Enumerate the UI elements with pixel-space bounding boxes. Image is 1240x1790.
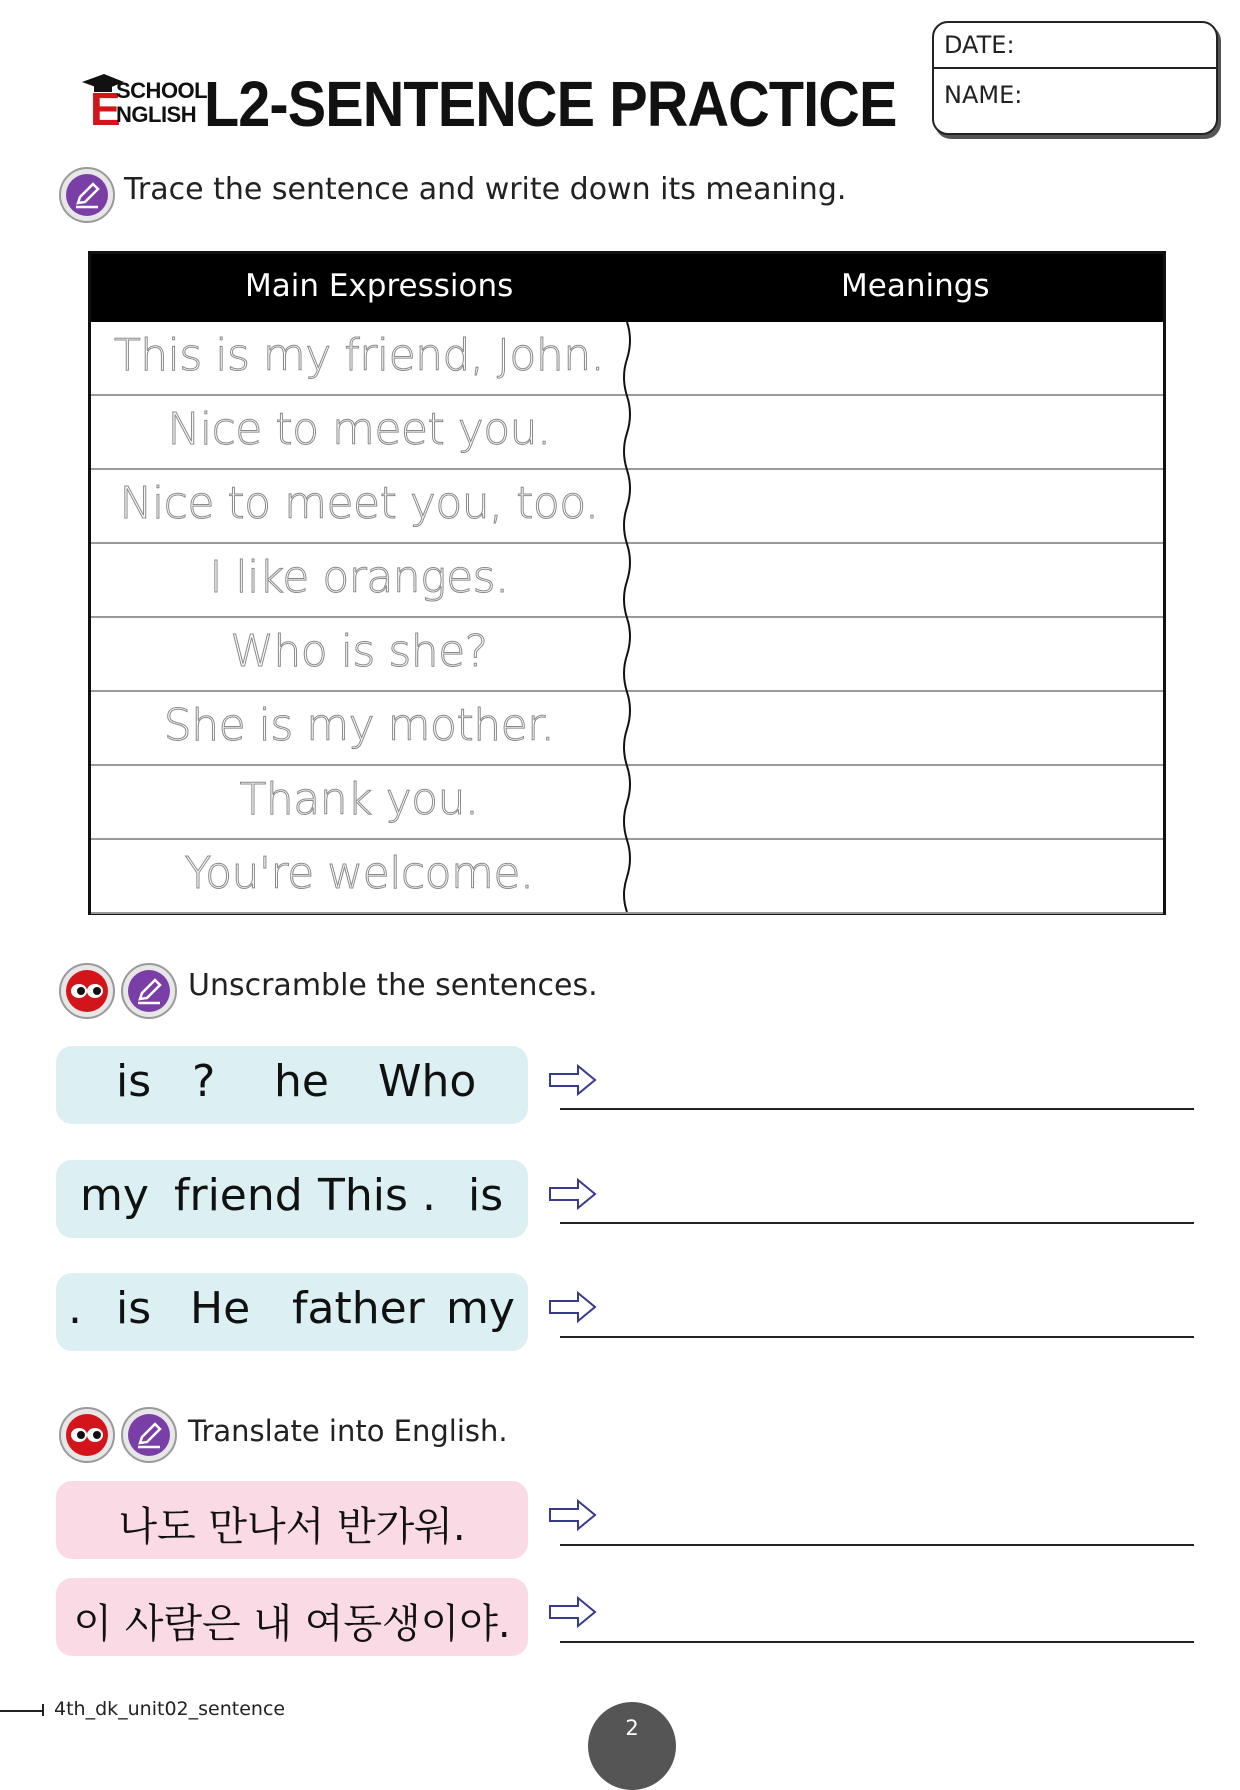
pencil-icon bbox=[58, 166, 116, 224]
logo-line2: NGLISH bbox=[116, 102, 197, 127]
name-label: NAME: bbox=[944, 81, 1023, 109]
scramble-word: he bbox=[274, 1056, 329, 1107]
scramble-box bbox=[56, 1046, 528, 1124]
meaning-cell[interactable] bbox=[631, 692, 1163, 764]
translate-box bbox=[56, 1578, 528, 1656]
scramble-word: is bbox=[116, 1056, 152, 1107]
scramble-word: He bbox=[190, 1283, 251, 1334]
col-meanings-header: Meanings bbox=[841, 268, 990, 304]
answer-line[interactable] bbox=[560, 1336, 1194, 1338]
date-label: DATE: bbox=[944, 31, 1015, 59]
section2-instruction: Unscramble the sentences. bbox=[188, 968, 598, 1003]
meaning-cell[interactable] bbox=[631, 766, 1163, 838]
meaning-cell[interactable] bbox=[631, 544, 1163, 616]
answer-line[interactable] bbox=[560, 1108, 1194, 1110]
scramble-word: is bbox=[468, 1170, 504, 1221]
answer-line[interactable] bbox=[560, 1641, 1194, 1643]
trace-sentence: Thank you. bbox=[239, 774, 479, 825]
arrow-right-icon bbox=[548, 1177, 598, 1211]
meaning-cell[interactable] bbox=[631, 470, 1163, 542]
logo-line1: SCHOOL bbox=[116, 78, 208, 103]
arrow-right-icon bbox=[548, 1063, 598, 1097]
trace-sentence: Who is she? bbox=[230, 626, 488, 677]
scramble-word: Who bbox=[378, 1056, 477, 1107]
trace-sentence: She is my mother. bbox=[163, 700, 555, 751]
scramble-word: friend bbox=[174, 1170, 303, 1221]
scramble-word: is bbox=[116, 1283, 152, 1334]
date-row[interactable] bbox=[934, 23, 1216, 69]
scramble-word: . bbox=[422, 1170, 436, 1221]
page-number-badge bbox=[588, 1702, 676, 1790]
meaning-cell[interactable] bbox=[631, 396, 1163, 468]
footer-tick bbox=[42, 1704, 44, 1716]
scramble-word: father bbox=[292, 1283, 425, 1334]
arrow-right-icon bbox=[548, 1290, 598, 1324]
scramble-box bbox=[56, 1160, 528, 1238]
scramble-word: This bbox=[318, 1170, 408, 1221]
logo-letter: E bbox=[90, 83, 121, 135]
pencil-icon bbox=[120, 962, 178, 1020]
trace-sentence: Nice to meet you, too. bbox=[119, 478, 599, 529]
eyes-icon bbox=[58, 1406, 116, 1464]
trace-sentence: You're welcome. bbox=[184, 848, 534, 899]
trace-sentence: Nice to meet you. bbox=[167, 404, 551, 455]
col-expressions-header: Main Expressions bbox=[245, 268, 514, 304]
trace-sentence: This is my friend, John. bbox=[113, 330, 605, 381]
school-english-logo bbox=[76, 72, 208, 135]
footer-rule bbox=[0, 1710, 42, 1712]
scramble-word: my bbox=[80, 1170, 149, 1221]
korean-sentence: 나도 만나서 반가워. bbox=[118, 1504, 466, 1550]
scramble-word: . bbox=[68, 1283, 82, 1334]
arrow-right-icon bbox=[548, 1498, 598, 1532]
meaning-cell[interactable] bbox=[631, 322, 1163, 394]
section1-instruction: Trace the sentence and write down its meaning. bbox=[124, 172, 847, 207]
date-name-box bbox=[932, 21, 1218, 135]
answer-line[interactable] bbox=[560, 1222, 1194, 1224]
expressions-table bbox=[88, 251, 1166, 915]
trace-sentence: I like oranges. bbox=[209, 552, 509, 603]
meaning-cell[interactable] bbox=[631, 840, 1163, 912]
table-header bbox=[91, 254, 1163, 322]
footer-filename: 4th_dk_unit02_sentence bbox=[54, 1698, 286, 1720]
scramble-word: my bbox=[446, 1283, 515, 1334]
section3-instruction: Translate into English. bbox=[188, 1414, 508, 1448]
wavy-divider bbox=[617, 322, 637, 912]
scramble-word: ? bbox=[192, 1056, 216, 1107]
page-number: 2 bbox=[625, 1716, 639, 1740]
answer-line[interactable] bbox=[560, 1544, 1194, 1546]
scramble-box bbox=[56, 1273, 528, 1351]
korean-sentence: 이 사람은 내 여동생이야. bbox=[73, 1601, 511, 1647]
meaning-cell[interactable] bbox=[631, 618, 1163, 690]
page-title: L2-SENTENCE PRACTICE bbox=[204, 68, 897, 140]
arrow-right-icon bbox=[548, 1595, 598, 1629]
translate-box bbox=[56, 1481, 528, 1559]
pencil-icon bbox=[120, 1406, 178, 1464]
eyes-icon bbox=[58, 962, 116, 1020]
